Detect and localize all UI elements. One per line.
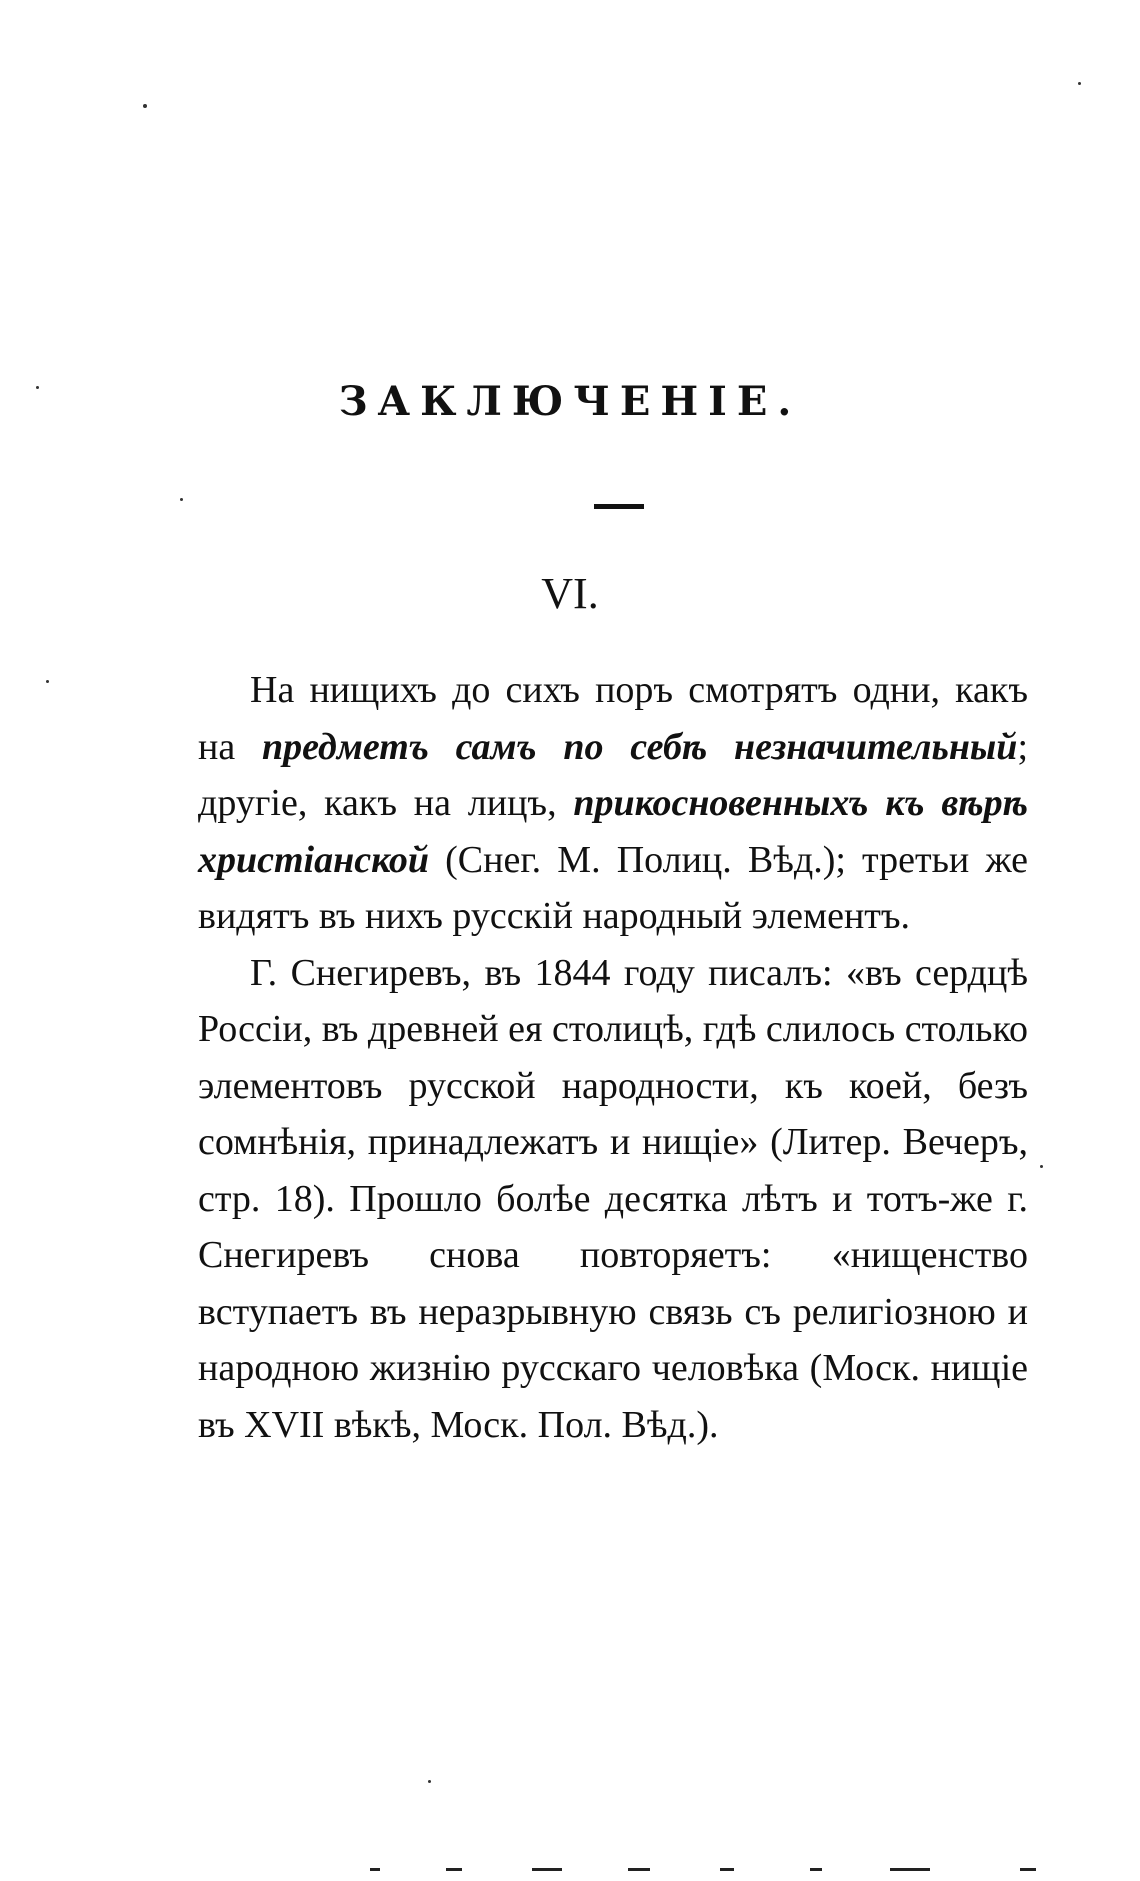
section-number: VI. bbox=[541, 569, 599, 618]
paragraph-1 bbox=[198, 662, 1028, 945]
paragraph-1-part-1: На нищихъ до сихъ поръ смотрятъ одни, какъ на bbox=[198, 669, 1028, 768]
scan-speck bbox=[1078, 82, 1081, 85]
scan-speck bbox=[180, 498, 183, 501]
scan-speck bbox=[36, 386, 39, 389]
scan-speck bbox=[1040, 1165, 1043, 1168]
paragraph-2: Г. Снегиревъ, въ 1844 году писалъ: «въ сердцѣ Россіи, въ древней ея столицѣ, гдѣ слилось столько элементовъ русской народности, къ коей, безъ сомнѣнія, принадлежатъ и нищіе» (Литер. Вечеръ, стр. 18). Прошло болѣе десятка лѣтъ и тотъ-же г. Снегиревъ снова повторяетъ: «нищенство вступаетъ въ неразрывную связь съ религіозною и народною жизнію русскаго человѣка (Моск. нищіе въ XVII вѣкѣ, Моск. Пол. Вѣд.). bbox=[198, 951, 1028, 1446]
paragraph-1-part-3: (Снег. М. Полиц. Вѣд.); третьи же видятъ въ нихъ русскій народный элементъ. bbox=[198, 838, 1028, 937]
paragraph-1-emphasis-2: прикосновенныхъ къ вѣрѣ христіанской bbox=[198, 782, 1028, 881]
scan-speck bbox=[143, 104, 147, 108]
scan-speck bbox=[46, 680, 49, 683]
paragraph-1-emphasis-1: предметъ самъ по себѣ незначительный bbox=[261, 725, 1018, 768]
heading-rule bbox=[594, 504, 644, 509]
paragraph-1-part-2: ; другіе, какъ на лицъ, bbox=[198, 725, 1028, 824]
scan-edge-marks bbox=[370, 1868, 1070, 1874]
chapter-heading: ЗАКЛЮЧЕНІЕ. bbox=[338, 378, 802, 425]
body-text bbox=[198, 662, 1028, 1453]
scan-speck bbox=[428, 1780, 431, 1783]
